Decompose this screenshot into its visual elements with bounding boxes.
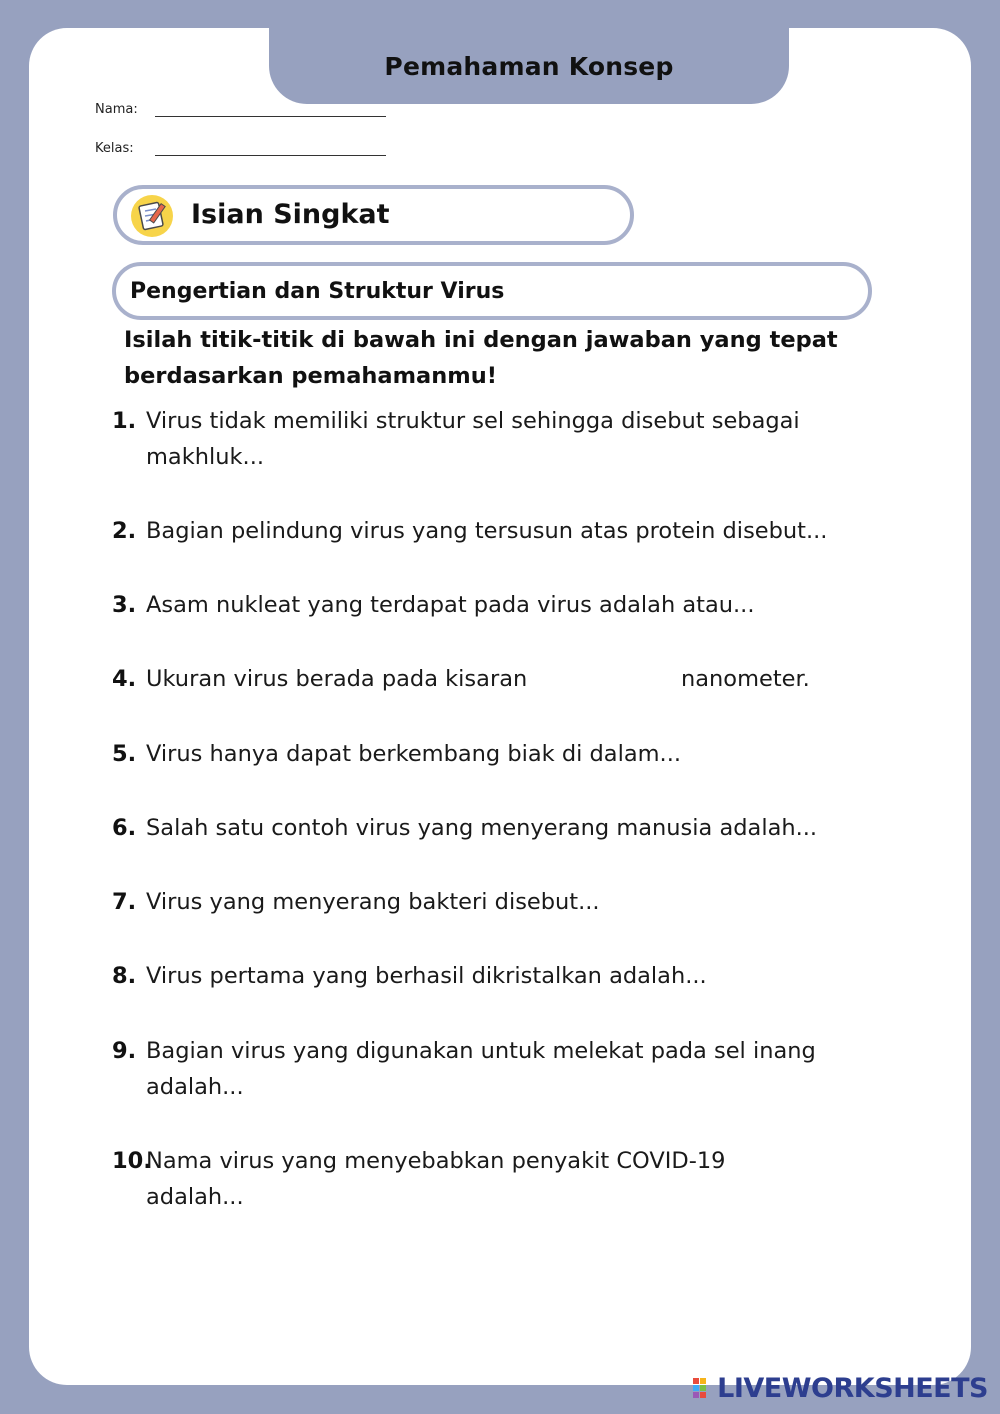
question-number: 10. xyxy=(112,1148,152,1174)
question-text: Virus pertama yang berhasil dikristalkan adalah... xyxy=(146,963,707,989)
question-text: Bagian virus yang digunakan untuk melekat pada sel inang adalah... xyxy=(146,1038,816,1100)
name-label: Nama: xyxy=(95,102,138,117)
topic-title: Pengertian dan Struktur Virus xyxy=(130,279,505,304)
worksheet-pencil-icon xyxy=(131,195,173,237)
page-title: Pemahaman Konsep xyxy=(384,51,674,81)
header-tab xyxy=(269,28,789,104)
question-number: 9. xyxy=(112,1038,137,1064)
class-input-line[interactable] xyxy=(155,155,386,156)
brand-name: LIVEWORKSHEETS xyxy=(717,1372,988,1404)
instruction-text: Isilah titik-titik di bawah ini dengan jawaban yang tepat berdasarkan pemahamanmu! xyxy=(124,327,838,389)
topic-header xyxy=(112,262,872,320)
question-text: Nama virus yang menyebabkan penyakit COVID-19 adalah... xyxy=(146,1148,726,1210)
question-text: Virus hanya dapat berkembang biak di dalam... xyxy=(146,741,682,767)
question-number: 1. xyxy=(112,408,137,434)
question-number: 3. xyxy=(112,592,137,618)
question-text: Salah satu contoh virus yang menyerang manusia adalah... xyxy=(146,815,818,841)
question-number: 8. xyxy=(112,963,137,989)
question-number: 6. xyxy=(112,815,137,841)
question-text: Ukuran virus berada pada kisaran xyxy=(146,666,528,692)
question-number: 7. xyxy=(112,889,137,915)
question-text: Virus yang menyerang bakteri disebut... xyxy=(146,889,600,915)
name-input-line[interactable] xyxy=(155,116,386,117)
section-title: Isian Singkat xyxy=(191,199,390,230)
section-header xyxy=(113,185,634,245)
question-text: Bagian pelindung virus yang tersusun atas protein disebut... xyxy=(146,518,828,544)
class-label: Kelas: xyxy=(95,141,134,156)
question-number: 2. xyxy=(112,518,137,544)
question-text: Virus tidak memiliki struktur sel sehingga disebut sebagai makhluk... xyxy=(146,408,800,470)
question-number: 4. xyxy=(112,666,137,692)
question-number: 5. xyxy=(112,741,137,767)
logo-icon xyxy=(693,1374,715,1402)
question-text-suffix: nanometer. xyxy=(681,666,810,692)
question-text: Asam nukleat yang terdapat pada virus adalah atau... xyxy=(146,592,755,618)
liveworksheets-logo xyxy=(693,1371,988,1405)
